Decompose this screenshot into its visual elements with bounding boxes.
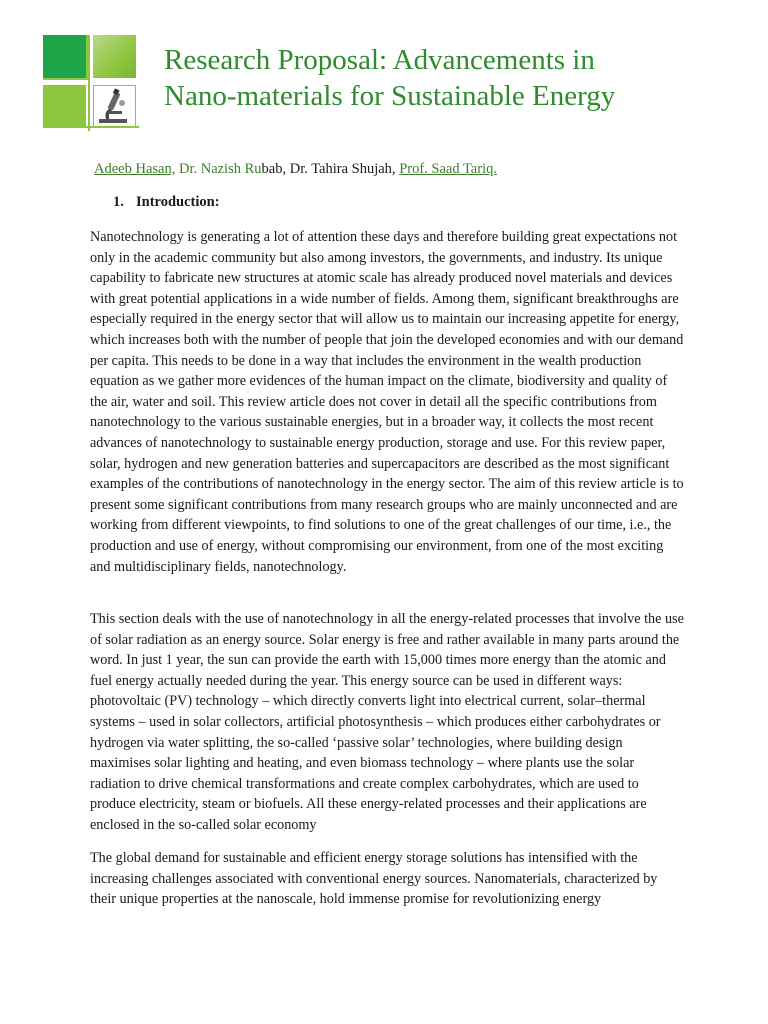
logo-divider-horizontal	[43, 126, 139, 128]
microscope-icon	[94, 86, 135, 127]
logo-divider-vertical	[88, 35, 90, 131]
author-list-rest: bab, Dr. Tahira Shujah,	[261, 161, 400, 177]
title-line-1: Research Proposal: Advancements in	[164, 44, 595, 76]
author-dr-nazish-rubab-part1: Dr. Nazish Ru	[178, 161, 262, 177]
section-title: Introduction:	[136, 194, 220, 210]
author-link-saad-tariq[interactable]: Prof. Saad Tariq.	[399, 161, 497, 177]
logo	[43, 35, 139, 131]
author-list	[94, 161, 497, 178]
title-line-2: Nano-materials for Sustainable Energy	[164, 80, 616, 112]
section-number: 1.	[113, 194, 124, 210]
document-title	[164, 42, 744, 114]
paragraph-introduction: Nanotechnology is generating a lot of attention these days and therefore building great expectations not only in the academic community but also among investors, the governments, and industry. Its unique capability to fabricate new structures at atomic scale has already produced novel materials and devices with great potential applications in a wide number of fields. Among them, significant breakthroughs are especially required in the energy sector that will allow us to maintain our increasing appetite for energy, which increases both with the number of people that join the developed economies and with our demand per capita. This needs to be done in a way that includes the environment in the wealth production equation as we gather more evidences of the human impact on the climate, biodiversity and quality of the air, water and soil. This review article does not cover in detail all the specific contributions from nanotechnology to the various sustainable energies, but in a broader way, it collects the most recent advances of nanotechnology to sustainable energy production, storage and use. For this review paper, solar, hydrogen and new generation batteries and supercapacitors are described as the most significant examples of the contributions of nanotechnology in the energy sector. The aim of this review article is to present some significant contributions from many research groups who are mainly unconnected and are working from different viewpoints, to find solutions to one of the great challenges of our time, i.e., the production and use of energy, without compromising our environment, from one of the most exciting and multidisciplinary fields, nanotechnology.	[90, 229, 684, 575]
logo-square-dark-green	[43, 35, 88, 80]
paragraph-solar-energy: This section deals with the use of nanotechnology in all the energy-related processes that involve the use of solar radiation as an energy source. Solar energy is free and rather available in many parts around the word. In just 1 year, the sun can provide the earth with 15,000 times more energy than the atomic and fuel energy actually needed during the year. This energy source can be used in different ways: photovoltaic (PV) technology – which directly converts light into electrical current, solar–thermal systems – used in solar collectors, artificial photosynthesis – which produces either carbohydrates or hydrogen via water splitting, the so-called ‘passive solar’ technologies, where building design maximises solar lighting and heating, and even biomass technology – where plants use the solar radiation to drive chemical transformations and create complex carbohydrates, which are used to produce electricity, steam or biofuels. All these energy-related processes and their applications are enclosed in the so-called solar economy	[90, 611, 684, 833]
section-heading-introduction	[113, 194, 220, 211]
author-link-adeeb-hasan[interactable]: Adeeb Hasan,	[94, 161, 176, 177]
logo-square-microscope	[93, 85, 136, 128]
paragraph-energy-storage: The global demand for sustainable and efficient energy storage solutions has intensified with the increasing challenges associated with conventional energy sources. Nanomaterials, characterized by their unique properties at the nanoscale, hold immense promise for revolutionizing energy	[90, 850, 658, 908]
logo-square-light-green	[43, 85, 86, 128]
logo-square-light-gradient	[93, 35, 136, 78]
